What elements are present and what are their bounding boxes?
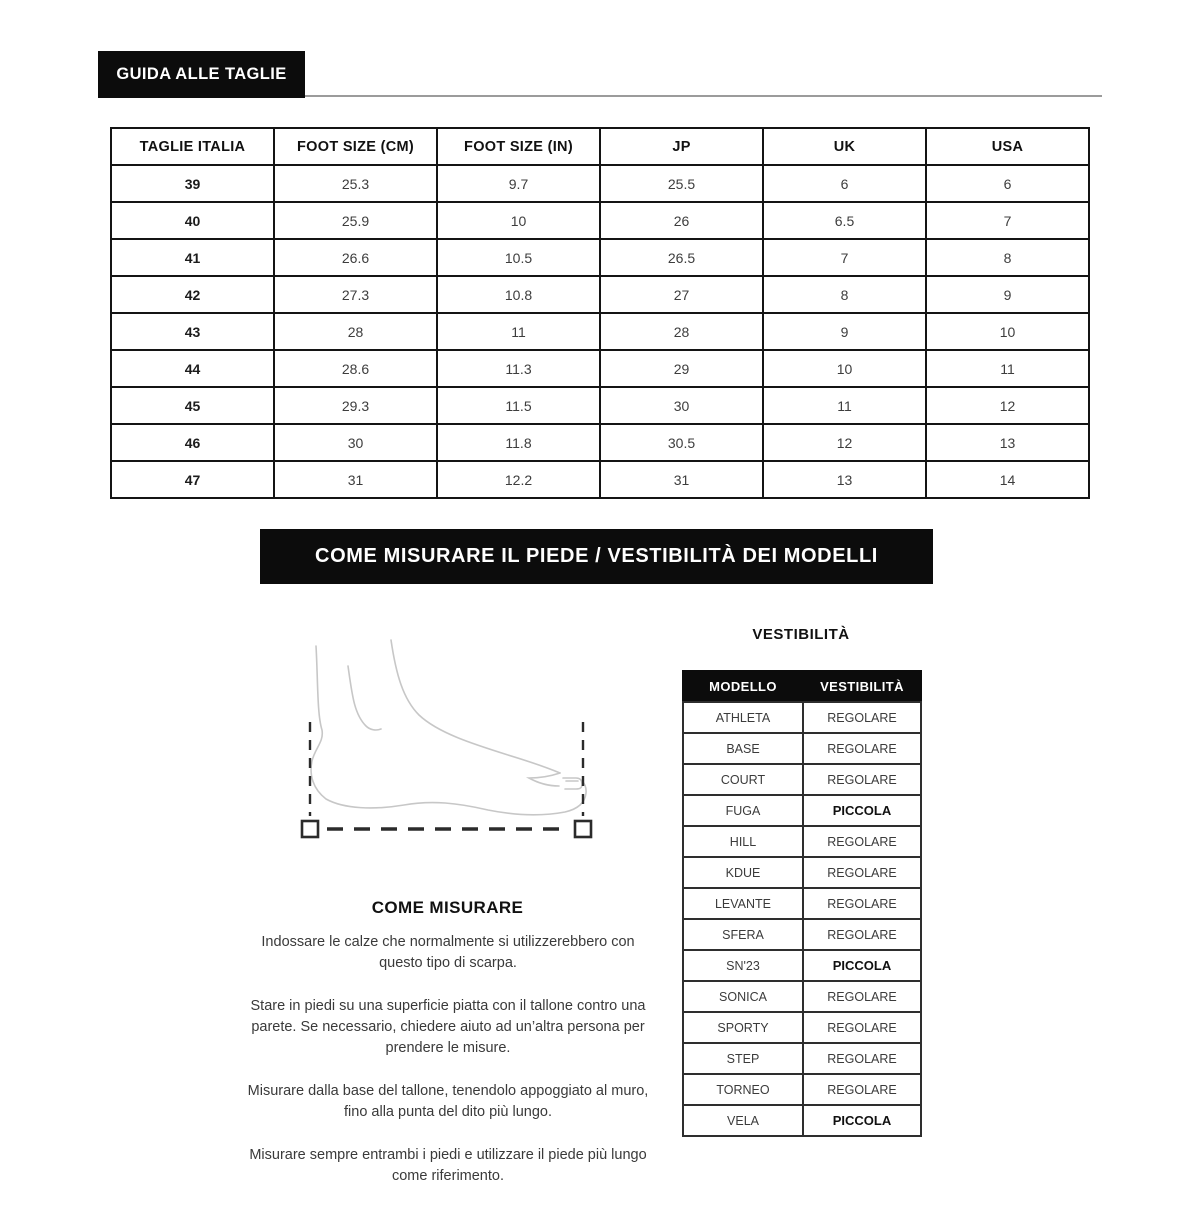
section-banner-label: COME MISURARE IL PIEDE / VESTIBILITÀ DEI MODELLI [315,545,878,567]
measure-paragraph: Stare in piedi su una superficie piatta con il tallone contro una parete. Se necessario, chiedere aiuto ad un’altra persona per prendere le misure. [250,998,646,1056]
fit-table-row [683,795,921,826]
size-table-cell: 10 [763,350,926,387]
size-table-cell: 12 [926,387,1089,424]
size-table-cell: 9 [926,276,1089,313]
fit-table-model-cell: COURT [683,764,803,795]
size-table-header-taglie-italia: TAGLIE ITALIA [111,128,274,165]
fit-table-row [683,857,921,888]
foot-measurement-diagram [272,618,622,858]
fit-table [682,670,922,1137]
measure-paragraph: Misurare dalla base del tallone, tenendolo appoggiato al muro, fino alla punta del dito più lungo. [247,1083,649,1120]
size-table-header-jp: JP [600,128,763,165]
fit-table-model-cell: SONICA [683,981,803,1012]
fit-table-row [683,1074,921,1105]
size-table-row [111,276,1089,313]
fit-table-row [683,733,921,764]
size-table-row [111,461,1089,498]
measure-instructions [238,932,658,1209]
fit-table-model-cell: STEP [683,1043,803,1074]
fit-table-fit-cell: REGOLARE [803,764,921,795]
fit-table-model-cell: SN'23 [683,950,803,981]
size-table-cell: 31 [274,461,437,498]
size-table-cell: 43 [111,313,274,350]
toe-marker-square [575,821,591,837]
size-table-cell: 8 [763,276,926,313]
size-conversion-table [110,127,1090,499]
fit-table-model-cell: KDUE [683,857,803,888]
size-table-cell: 13 [926,424,1089,461]
fit-table-row [683,981,921,1012]
size-guide-tab-label: GUIDA ALLE TAGLIE [116,65,287,83]
size-table-cell: 44 [111,350,274,387]
size-table-cell: 28.6 [274,350,437,387]
size-table-cell: 45 [111,387,274,424]
measure-paragraph: Misurare sempre entrambi i piedi e utilizzare il piede più lungo come riferimento. [249,1147,647,1184]
fit-table-row [683,1105,921,1136]
fit-table-model-cell: HILL [683,826,803,857]
size-table-row [111,239,1089,276]
fit-table-fit-cell: PICCOLA [803,795,921,826]
fit-table-header-row [683,671,921,702]
size-table-cell: 40 [111,202,274,239]
size-table-cell: 6.5 [763,202,926,239]
size-table-row [111,350,1089,387]
size-table-cell: 11 [763,387,926,424]
size-table-cell: 30 [600,387,763,424]
size-table-row [111,387,1089,424]
fit-table-fit-cell: REGOLARE [803,981,921,1012]
fit-table-header-model: MODELLO [683,671,803,702]
size-table-cell: 9.7 [437,165,600,202]
fit-table-model-cell: ATHLETA [683,702,803,733]
fit-table-fit-cell: REGOLARE [803,733,921,764]
fit-table-row [683,1043,921,1074]
fit-table-fit-cell: REGOLARE [803,702,921,733]
fit-table-body [683,702,921,1136]
size-table-cell: 47 [111,461,274,498]
size-table-cell: 11 [926,350,1089,387]
fit-table-fit-cell: REGOLARE [803,919,921,950]
heel-marker-square [302,821,318,837]
size-table-cell: 10 [926,313,1089,350]
size-table-header-usa: USA [926,128,1089,165]
size-table-cell: 13 [763,461,926,498]
fit-table-fit-cell: REGOLARE [803,826,921,857]
section-banner [260,529,933,584]
size-table-cell: 27.3 [274,276,437,313]
size-table-cell: 11 [437,313,600,350]
size-guide-tab [98,51,305,98]
fit-table-fit-cell: REGOLARE [803,888,921,919]
size-table-cell: 25.3 [274,165,437,202]
foot-outline [311,640,586,815]
size-table-row [111,165,1089,202]
fit-table-model-cell: TORNEO [683,1074,803,1105]
size-table-cell: 25.5 [600,165,763,202]
size-table-cell: 10 [437,202,600,239]
fit-table-fit-cell: REGOLARE [803,857,921,888]
size-table-header-row [111,128,1089,165]
size-table-cell: 41 [111,239,274,276]
size-table-cell: 11.3 [437,350,600,387]
fit-table-model-cell: SPORTY [683,1012,803,1043]
size-table-cell: 6 [926,165,1089,202]
fit-table-row [683,950,921,981]
size-table-cell: 14 [926,461,1089,498]
measure-section-title: COME MISURARE [371,898,524,917]
size-table-cell: 25.9 [274,202,437,239]
size-table-header-foot-size-in: FOOT SIZE (IN) [437,128,600,165]
size-table-cell: 27 [600,276,763,313]
size-table-cell: 28 [274,313,437,350]
fit-table-fit-cell: REGOLARE [803,1012,921,1043]
size-table-cell: 31 [600,461,763,498]
fit-table-row [683,888,921,919]
size-table-header-uk: UK [763,128,926,165]
size-table-cell: 11.5 [437,387,600,424]
size-table-cell: 10.5 [437,239,600,276]
fit-table-row [683,826,921,857]
size-table-cell: 29 [600,350,763,387]
fit-table-model-cell: BASE [683,733,803,764]
fit-table-header-fit: VESTIBILITÀ [803,671,921,702]
fit-table-container [682,670,922,1137]
fit-table-row [683,764,921,795]
size-table-cell: 7 [763,239,926,276]
size-table-cell: 39 [111,165,274,202]
fit-table-model-cell: LEVANTE [683,888,803,919]
fit-table-fit-cell: REGOLARE [803,1074,921,1105]
fit-table-row [683,702,921,733]
fit-table-model-cell: FUGA [683,795,803,826]
size-table-cell: 26.6 [274,239,437,276]
fit-section-title: VESTIBILITÀ [752,626,850,643]
size-table-body [111,165,1089,498]
fit-table-model-cell: SFERA [683,919,803,950]
measurement-guides [302,722,591,837]
size-table-cell: 7 [926,202,1089,239]
size-table-header-foot-size-cm: FOOT SIZE (CM) [274,128,437,165]
size-table-cell: 8 [926,239,1089,276]
size-table-cell: 30.5 [600,424,763,461]
size-table-cell: 26 [600,202,763,239]
fit-table-fit-cell: PICCOLA [803,950,921,981]
fit-table-row [683,919,921,950]
size-table-cell: 30 [274,424,437,461]
size-table-cell: 12 [763,424,926,461]
measure-paragraph: Indossare le calze che normalmente si utilizzerebbero con questo tipo di scarpa. [261,934,635,971]
size-table-cell: 11.8 [437,424,600,461]
size-table-cell: 29.3 [274,387,437,424]
size-table-cell: 46 [111,424,274,461]
size-table-cell: 9 [763,313,926,350]
fit-table-fit-cell: PICCOLA [803,1105,921,1136]
fit-table-model-cell: VELA [683,1105,803,1136]
fit-table-fit-cell: REGOLARE [803,1043,921,1074]
size-conversion-table-container [110,127,1090,499]
size-table-cell: 10.8 [437,276,600,313]
fit-table-row [683,1012,921,1043]
size-table-cell: 6 [763,165,926,202]
size-table-row [111,424,1089,461]
size-table-row [111,313,1089,350]
size-table-cell: 28 [600,313,763,350]
size-table-cell: 26.5 [600,239,763,276]
size-table-cell: 12.2 [437,461,600,498]
size-table-cell: 42 [111,276,274,313]
size-table-row [111,202,1089,239]
